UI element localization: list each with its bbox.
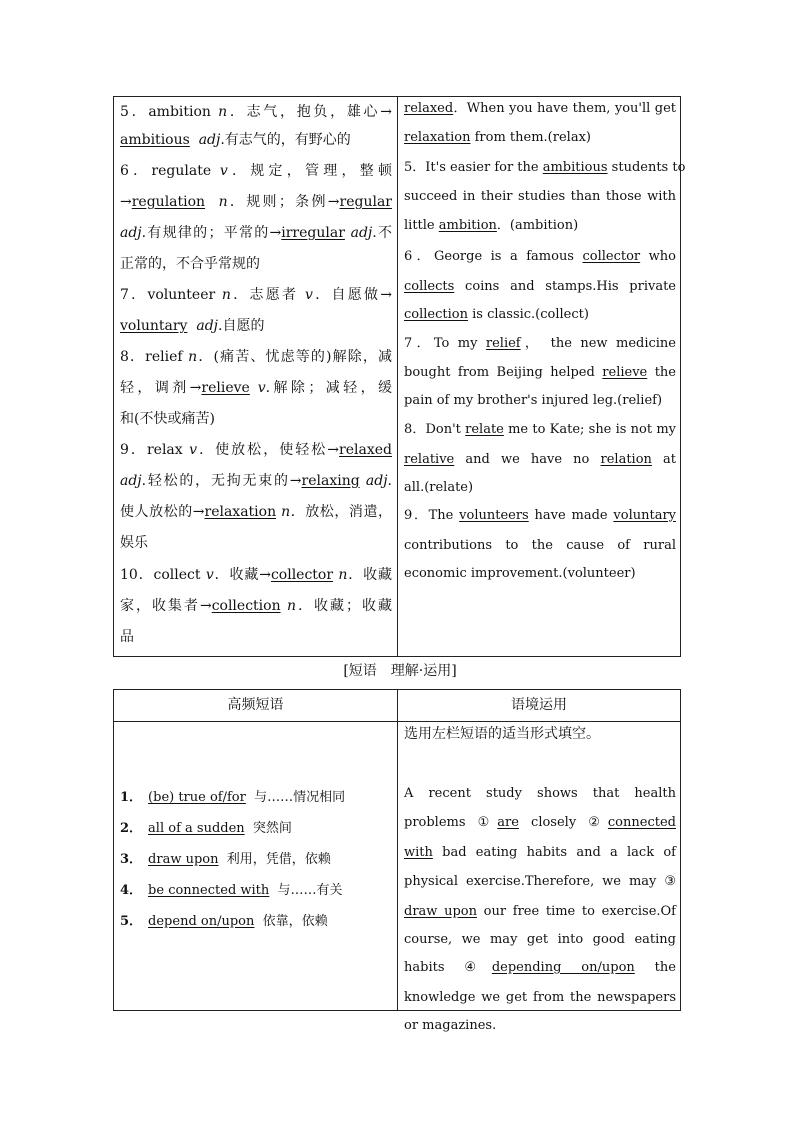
text: bought from Beijing helped — [404, 365, 603, 380]
answer-blank: relaxed — [404, 101, 454, 116]
text: . — [265, 380, 271, 396]
text: ．收藏 — [347, 567, 393, 583]
text: ．使放松，使轻松→ — [197, 442, 340, 458]
text: 10．collect — [120, 567, 206, 583]
vocab-line: 品 — [120, 629, 134, 645]
pos: adj — [198, 132, 221, 148]
text: who — [640, 249, 676, 264]
item-number: 4． — [120, 883, 143, 898]
item-number: 5． — [120, 914, 143, 929]
text: ．志气，抱负，雄心→ — [227, 104, 392, 120]
passage-line — [404, 813, 676, 833]
vocab-line — [120, 377, 392, 399]
sentence-line — [404, 506, 676, 526]
text: ．自愿做→ — [312, 287, 392, 303]
answer-blank: relieve — [201, 380, 250, 396]
text: ．志愿者 — [230, 287, 305, 303]
text: bad eating habits and a lack of — [432, 845, 676, 860]
column-divider — [397, 97, 398, 656]
column-divider — [397, 690, 398, 1010]
phrase-meaning: 利用，凭借，依赖 — [226, 852, 331, 867]
answer-blank: relaxing — [301, 473, 360, 489]
text: ．(痛苦、忧虑等的)解除，减 — [197, 349, 392, 365]
passage-line: A recent study shows that health — [404, 786, 676, 801]
pos: n — [281, 504, 291, 520]
pos: v — [189, 442, 198, 458]
vocab-line — [120, 191, 392, 213]
text: ．When you have them, you'll get — [453, 101, 676, 116]
passage-line: knowledge we get from the newspapers — [404, 990, 676, 1005]
text: have made — [528, 508, 614, 523]
text: 家，收集者→ — [120, 598, 212, 614]
text: 8．relief — [120, 349, 189, 365]
vocabulary-table — [113, 96, 686, 657]
phrase-meaning: 与……有关 — [277, 883, 343, 898]
answer-blank: collection — [211, 598, 281, 614]
answer-blank: with — [404, 845, 433, 860]
phrase-answer: (be) true of/for — [148, 790, 246, 805]
pos: v — [219, 163, 228, 179]
answer-blank: collection — [404, 307, 468, 322]
text: students to — [607, 160, 686, 175]
text: 轻，调剂→ — [120, 380, 202, 396]
pos: v — [305, 287, 313, 303]
text: ．收藏→ — [213, 567, 271, 583]
text: 6．George is a famous — [404, 249, 583, 264]
header-divider — [114, 721, 680, 722]
answer-blank: regular — [339, 194, 392, 210]
vocab-line — [120, 439, 392, 461]
text: .有志气的，有野心的 — [220, 132, 351, 148]
text: ．(ambition) — [496, 218, 579, 233]
sentence-line — [404, 450, 676, 470]
text: 解除；减轻，缓 — [270, 380, 393, 396]
answer-blank: ambition — [438, 218, 497, 233]
pos: n — [338, 567, 348, 583]
text: .自愿的 — [218, 318, 265, 334]
sentence-line: economic improvement.(volunteer) — [404, 566, 636, 581]
text: and we have no — [454, 452, 601, 467]
sentence-line — [404, 420, 676, 440]
pos: adj — [120, 225, 142, 241]
text: ．放松，消遣， — [290, 504, 393, 520]
text: 5．It's easier for the — [404, 160, 543, 175]
text: 7．To my — [404, 336, 486, 351]
vocab-line — [120, 470, 392, 492]
answer-blank: relate — [465, 422, 504, 437]
answer-blank: relaxation — [404, 130, 471, 145]
item-number: 1． — [120, 790, 143, 805]
vocab-line — [120, 501, 392, 523]
phrase-item — [120, 850, 392, 881]
text: me to Kate; she is not my — [503, 422, 677, 437]
instruction: 选用左栏短语的适当形式填空。 — [404, 726, 600, 742]
text: .轻松的，无拘无束的→ — [141, 473, 302, 489]
vocab-line — [120, 346, 392, 368]
sentence-line — [404, 247, 676, 267]
text: from them.(relax) — [470, 130, 591, 145]
vocab-line — [120, 101, 392, 123]
text: ．规则；条例→ — [227, 194, 340, 210]
text: . — [387, 473, 392, 489]
text: .不 — [372, 225, 392, 241]
item-number: 2． — [120, 821, 143, 836]
pos: adj — [120, 473, 142, 489]
text: ．规定，管理，整顿 — [227, 163, 392, 179]
section-caption: [短语 理解·运用] — [343, 663, 457, 679]
answer-blank: regulation — [131, 194, 206, 210]
pos: adj — [196, 318, 218, 334]
vocab-line — [120, 222, 392, 244]
phrase-answer: all of a sudden — [148, 821, 245, 836]
sentence-line — [404, 158, 686, 178]
vocab-line: 正常的，不合乎常规的 — [120, 256, 260, 272]
text: habits ④ — [404, 960, 492, 975]
phrase-answer: draw upon — [148, 852, 219, 867]
pos: v — [257, 380, 266, 396]
pos: adj — [365, 473, 388, 489]
answer-blank: relief — [485, 336, 521, 351]
text: 9．relax — [120, 442, 190, 458]
text: 8．Don't — [404, 422, 466, 437]
sentence-line — [404, 128, 676, 148]
text: ， the new medicine — [520, 336, 676, 351]
vocab-line: 和(不快或痛苦) — [120, 411, 215, 427]
pos: n — [218, 104, 228, 120]
vocab-line — [120, 284, 392, 306]
passage-line — [404, 843, 676, 863]
vocab-line — [120, 129, 392, 151]
sentence-line — [404, 363, 676, 383]
text: problems ① — [404, 815, 498, 830]
answer-blank: relieve — [602, 365, 648, 380]
sentence-line — [404, 305, 676, 325]
passage-line: physical exercise.Therefore, we may ③ — [404, 874, 676, 889]
pos: n — [218, 194, 228, 210]
passage-line — [404, 902, 676, 922]
phrase-item — [120, 819, 392, 850]
answer-blank: connected — [607, 815, 676, 830]
text: our free time to exercise.Of — [476, 904, 676, 919]
text: 9．The — [404, 508, 460, 523]
sentence-line: pain of my brother's injured leg.(relief) — [404, 393, 663, 408]
text: the — [647, 365, 676, 380]
vocab-line — [120, 595, 392, 617]
pos: v — [205, 567, 214, 583]
text: 6．regulate — [120, 163, 220, 179]
answer-blank: voluntary — [120, 318, 188, 334]
item-number: 3． — [120, 852, 143, 867]
text: closely ② — [518, 815, 608, 830]
arrow: → — [120, 194, 132, 210]
sentence-line: all.(relate) — [404, 480, 474, 495]
text: .有规律的；平常的→ — [141, 225, 282, 241]
passage-line: or magazines. — [404, 1018, 497, 1033]
vocab-line — [120, 564, 392, 586]
sentence-line: contributions to the cause of rural — [404, 538, 676, 553]
phrase-answer: be connected with — [148, 883, 270, 898]
answer-blank: relaxation — [204, 504, 277, 520]
answer-blank: relation — [600, 452, 652, 467]
answer-blank: volunteers — [459, 508, 529, 523]
pos: n — [287, 598, 297, 614]
vocab-line — [120, 160, 392, 182]
phrase-meaning: 与……情况相同 — [254, 790, 346, 805]
answer-blank: collects — [404, 279, 455, 294]
sentence-line — [404, 216, 676, 236]
text: 5．ambition — [120, 104, 219, 120]
sentence-line — [404, 277, 676, 297]
phrase-table — [113, 689, 681, 1033]
answer-blank: depending on/upon — [491, 960, 635, 975]
phrase-meaning: 突然间 — [252, 821, 292, 836]
header-context-usage: 语境运用 — [511, 697, 567, 713]
text: at — [651, 452, 677, 467]
pos: n — [221, 287, 231, 303]
text: coins and stamps.His private — [454, 279, 676, 294]
answer-blank: draw upon — [404, 904, 477, 919]
vocab-line — [120, 315, 392, 337]
text: 使人放松的→ — [120, 504, 205, 520]
phrase-item — [120, 912, 392, 943]
passage-line — [404, 958, 676, 978]
answer-blank: irregular — [281, 225, 345, 241]
header-high-frequency-phrases: 高频短语 — [227, 697, 284, 713]
text: little — [404, 218, 439, 233]
passage-line: course, we may get into good eating — [404, 932, 676, 947]
phrase-item — [120, 788, 392, 819]
phrase-item — [120, 881, 392, 912]
pos: adj — [350, 225, 373, 241]
phrase-answer: depend on/upon — [148, 914, 255, 929]
answer-blank: ambitious — [120, 132, 190, 148]
text: 7．volunteer — [120, 287, 222, 303]
sentence-line: succeed in their studies than those with — [404, 189, 676, 204]
answer-blank: relative — [404, 452, 455, 467]
text: the — [634, 960, 676, 975]
answer-blank: collector — [270, 567, 334, 583]
text: ．收藏；收藏 — [296, 598, 393, 614]
text: is classic.(collect) — [467, 307, 589, 322]
answer-blank: relaxed — [339, 442, 392, 458]
answer-blank: are — [497, 815, 519, 830]
vocab-line: 娱乐 — [120, 535, 148, 551]
answer-blank: ambitious — [542, 160, 608, 175]
sentence-line — [404, 99, 676, 119]
sentence-line — [404, 334, 676, 354]
phrase-meaning: 依靠，依赖 — [262, 914, 328, 929]
answer-blank: voluntary — [613, 508, 677, 523]
pos: n — [188, 349, 198, 365]
answer-blank: collector — [582, 249, 641, 264]
